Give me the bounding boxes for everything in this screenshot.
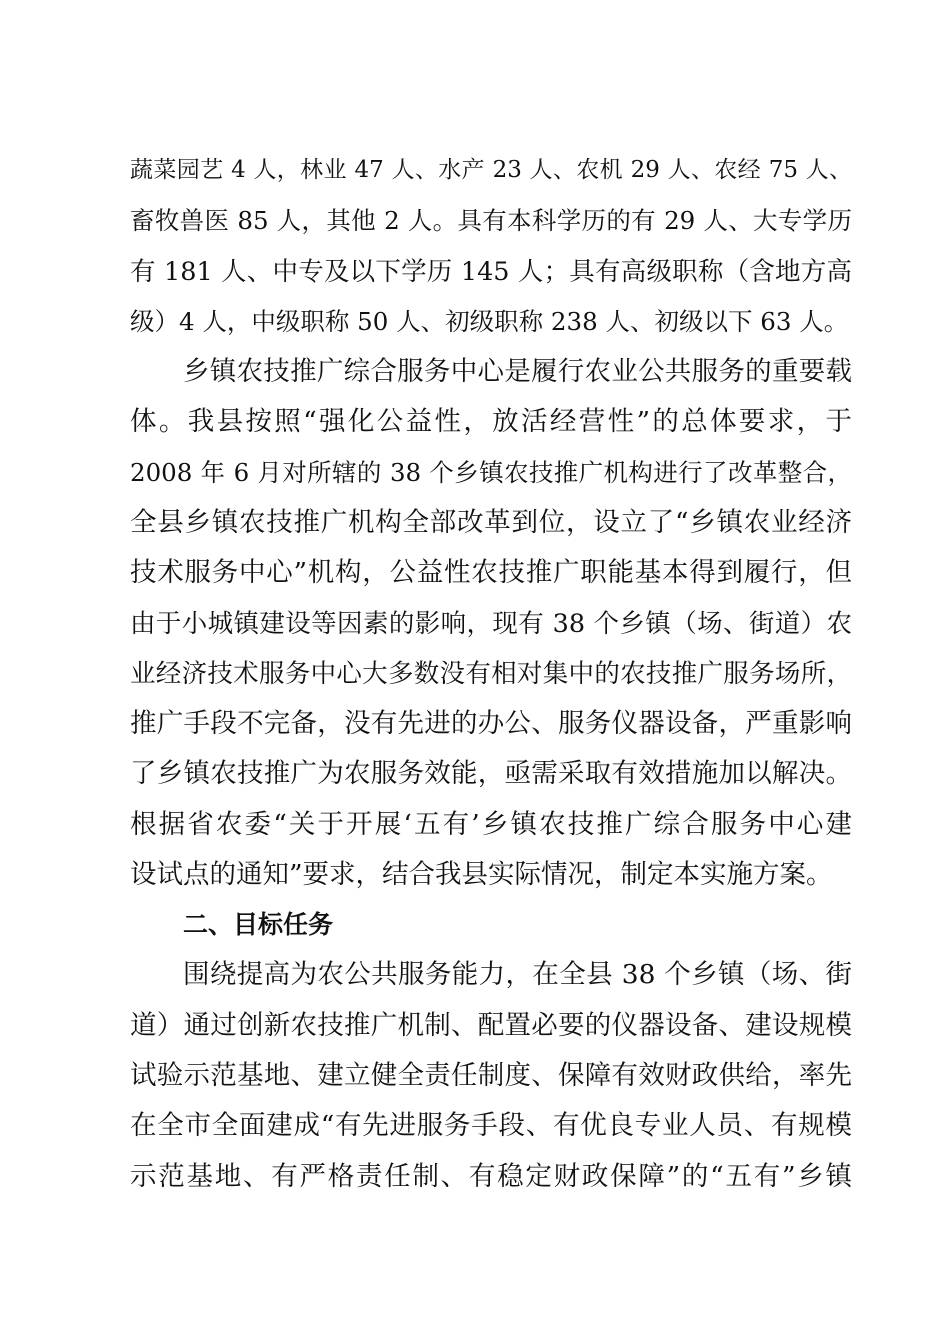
paragraph-1-line-2: 畜牧兽医 85 人，其他 2 人。具有本科学历的有 29 人、大专学历 [130, 206, 852, 235]
paragraph-2-line-3: 2008 年 6 月对所辖的 38 个乡镇农技推广机构进行了改革整合， [130, 458, 852, 487]
paragraph-3-line-4: 在全市全面建成“有先进服务手段、有优良专业人员、有规模 [130, 1110, 852, 1141]
paragraph-2-line-4: 全县乡镇农技推广机构全部改革到位，设立了“乡镇农业经济 [130, 507, 852, 538]
paragraph-2-line-10: 根据省农委“关于开展‘五有’乡镇农技推广综合服务中心建 [130, 809, 852, 840]
paragraph-3-line-2: 道）通过创新农技推广机制、配置必要的仪器设备、建设规模 [130, 1010, 852, 1041]
paragraph-2-line-5: 技术服务中心”机构，公益性农技推广职能基本得到履行，但 [130, 557, 852, 588]
paragraph-1-line-3: 有 181 人、中专及以下学历 145 人；具有高级职称（含地方高 [130, 257, 852, 287]
paragraph-3-line-5: 示范基地、有严格责任制、有稳定财政保障”的“五有”乡镇 [130, 1161, 852, 1192]
paragraph-2-line-1: 乡镇农技推广综合服务中心是履行农业公共服务的重要载 [183, 356, 852, 387]
paragraph-1-line-4: 级）4 人，中级职称 50 人、初级职称 238 人、初级以下 63 人。 [130, 307, 849, 336]
paragraph-2-line-11: 设试点的通知”要求，结合我县实际情况，制定本实施方案。 [130, 859, 833, 890]
paragraph-2-line-6: 由于小城镇建设等因素的影响，现有 38 个乡镇（场、街道）农 [130, 609, 852, 639]
paragraph-2-line-2: 体。我县按照“强化公益性，放活经营性”的总体要求，于 [130, 406, 852, 437]
paragraph-3-line-1: 围绕提高为农公共服务能力，在全县 38 个乡镇（场、街 [183, 959, 852, 990]
paragraph-2-line-7: 业经济技术服务中心大多数没有相对集中的农技推广服务场所， [130, 659, 852, 689]
paragraph-2-line-9: 了乡镇农技推广为农服务效能，亟需采取有效措施加以解决。 [130, 758, 852, 789]
paragraph-2-line-8: 推广手段不完备，没有先进的办公、服务仪器设备，严重影响 [130, 708, 852, 739]
paragraph-3-line-3: 试验示范基地、建立健全责任制度、保障有效财政供给，率先 [130, 1060, 852, 1091]
section-heading: 二、目标任务 [183, 910, 334, 939]
paragraph-1-line-1: 蔬菜园艺 4 人，林业 47 人、水产 23 人、农机 29 人、农经 75 人、 [130, 157, 852, 183]
